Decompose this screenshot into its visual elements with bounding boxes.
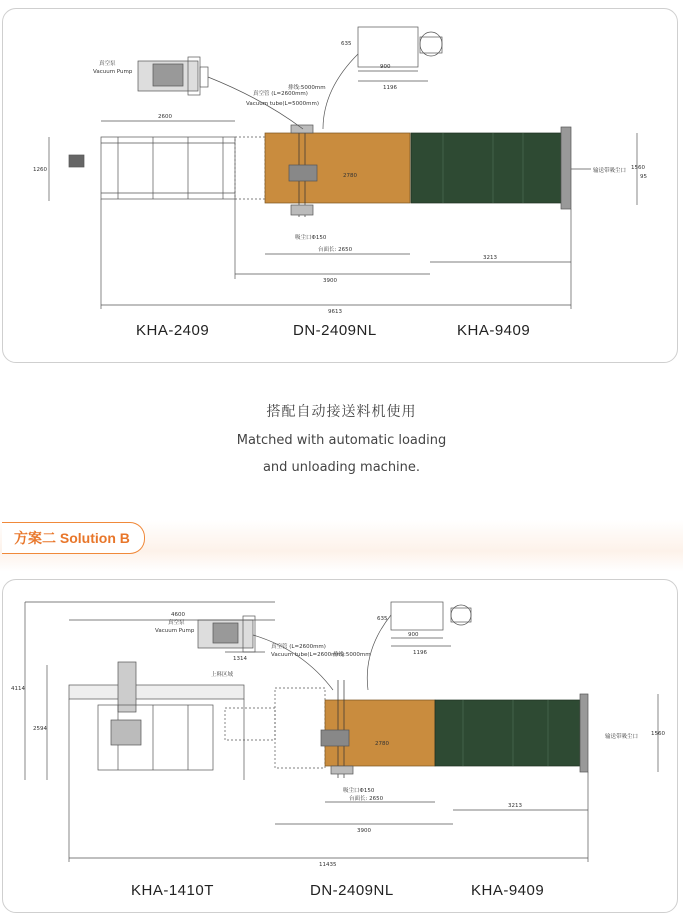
dim-635-a: 635 xyxy=(341,41,352,47)
vacuum-pump-en-a: Vacuum Pump xyxy=(93,69,133,75)
conveyor-outlet-b: 输送带吸尘口 xyxy=(605,734,639,740)
cutting-table-a xyxy=(265,133,410,203)
conveyor-outlet-a: 输送带吸尘口 xyxy=(593,168,627,174)
stroke-label-a: 排线:5000mm xyxy=(288,85,326,91)
dust-collector-a xyxy=(358,27,442,67)
table-length-a: 台面长: 2650 xyxy=(318,247,353,253)
dim-1196-b: 1196 xyxy=(413,650,427,656)
dim-1560-b: 1560 xyxy=(651,731,665,737)
dim-1260-a: 1260 xyxy=(33,167,47,173)
dim-9613-a: 9613 xyxy=(328,309,342,315)
dim-1196-a: 1196 xyxy=(383,85,397,91)
vacuum-pump-zh-a: 真空泵 xyxy=(99,61,116,67)
dim-2780-a: 2780 xyxy=(343,173,357,179)
dim-top-a: 2600 xyxy=(158,114,172,120)
dust-outlet-b: 吸尘口Φ150 xyxy=(343,788,375,794)
conveyor-b xyxy=(435,700,580,766)
dim-3900-b: 3900 xyxy=(357,828,371,834)
model-kha-9409-b: KHA-9409 xyxy=(471,882,545,899)
vacuum-tube-en-a: Vacuum tube(L=5000mm) xyxy=(246,101,320,107)
loading-machine-a xyxy=(101,137,235,199)
conveyor-a xyxy=(411,133,561,203)
dim-95-a: 95 xyxy=(640,174,647,180)
dim-900-a: 900 xyxy=(380,64,391,70)
dim-3900-a: 3900 xyxy=(323,278,337,284)
dust-outlet-a: 吸尘口Φ150 xyxy=(295,235,327,241)
dim-900-b: 900 xyxy=(408,632,419,638)
dim-2594-b: 2594 xyxy=(33,726,47,732)
caption-en-line2: and unloading machine. xyxy=(262,460,421,475)
loading-area-b: 上料区域 xyxy=(211,672,234,678)
solution-b-card xyxy=(2,579,678,913)
dim-2780-b: 2780 xyxy=(375,741,389,747)
caption-zh: 搭配自动接送料机使用 xyxy=(266,404,417,420)
vacuum-tube-en-b: Vacuum tube(L=2600mm) xyxy=(271,652,345,658)
solution-b-layout-diagram xyxy=(3,580,678,913)
dim-635-b: 635 xyxy=(377,616,388,622)
dim-4114-b: 4114 xyxy=(11,686,25,692)
vacuum-pump-zh-b: 真空泵 xyxy=(168,620,185,626)
vacuum-pump-b xyxy=(198,616,255,652)
loading-machine-b xyxy=(69,662,244,780)
dim-1560-a: 1560 xyxy=(631,165,645,171)
solution-a-layout-diagram xyxy=(3,9,678,363)
vacuum-pump-a xyxy=(138,57,208,95)
model-kha-2409: KHA-2409 xyxy=(136,322,210,339)
model-dn-2409nl-b: DN-2409NL xyxy=(310,882,394,899)
dust-collector-b xyxy=(391,602,471,630)
vacuum-pump-en-b: Vacuum Pump xyxy=(155,628,195,634)
dim-4600-b: 4600 xyxy=(171,612,185,618)
dim-3213-b: 3213 xyxy=(508,803,522,809)
model-kha-9409-a: KHA-9409 xyxy=(457,322,531,339)
model-kha-1410t: KHA-1410T xyxy=(131,882,214,899)
table-length-b: 台面长: 2650 xyxy=(349,796,384,802)
solution-b-label: 方案二 Solution B xyxy=(2,522,145,554)
caption-en-line1: Matched with automatic loading xyxy=(236,433,447,448)
stroke-label-b: 排线:5000mm xyxy=(333,652,371,658)
model-dn-2409nl-a: DN-2409NL xyxy=(293,322,377,339)
control-panel-a xyxy=(69,155,84,167)
dim-1314-b: 1314 xyxy=(233,656,247,662)
solution-a-card xyxy=(2,8,678,363)
vacuum-tube-zh-a: 真空管 (L=2600mm) xyxy=(253,91,308,97)
vacuum-tube-zh-b: 真空管 (L=2600mm) xyxy=(271,644,326,650)
dim-3213-a: 3213 xyxy=(483,255,497,261)
dim-11435-b: 11435 xyxy=(319,862,337,868)
